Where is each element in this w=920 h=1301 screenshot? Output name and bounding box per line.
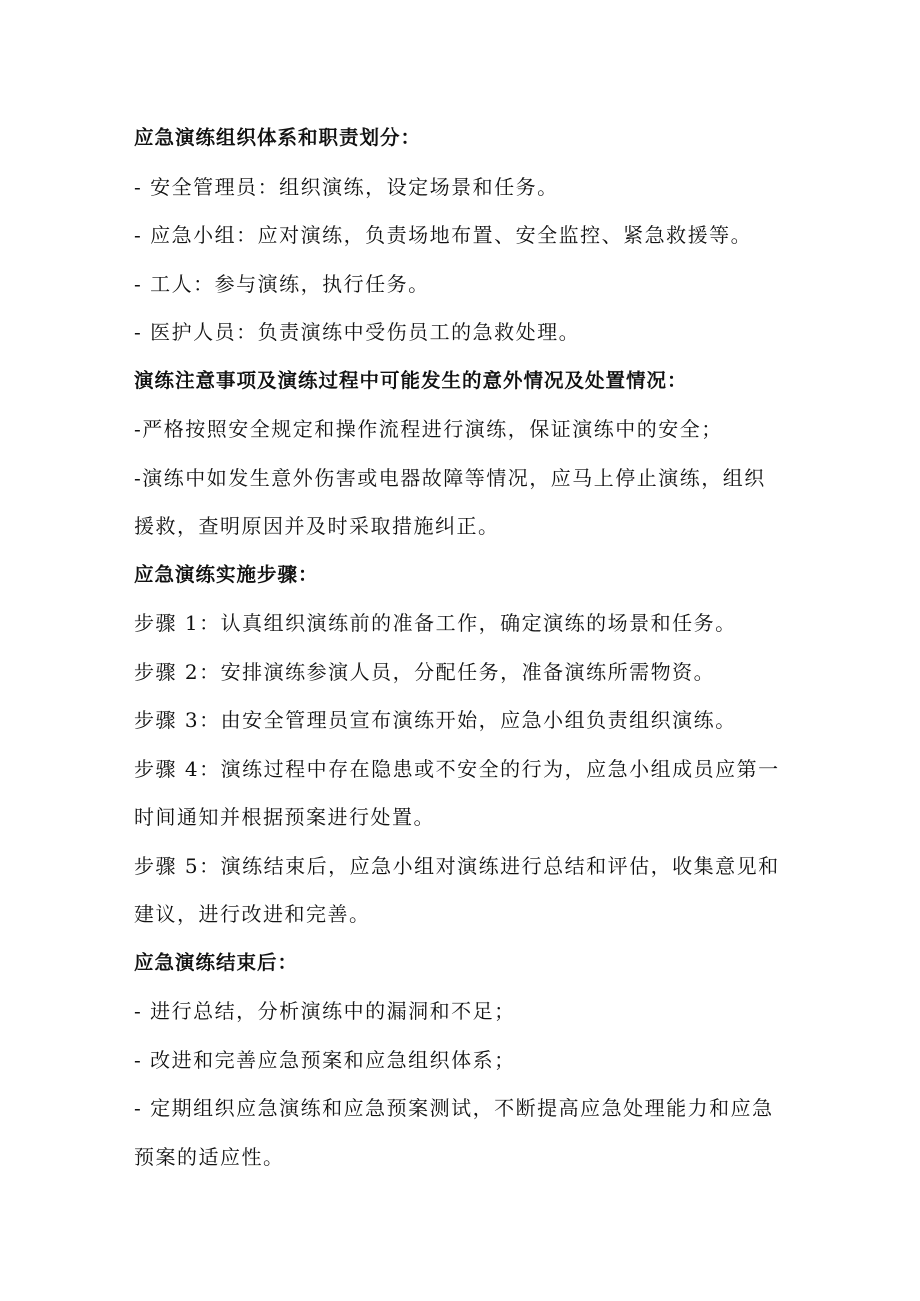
section-heading-after-drill: 应急演练结束后： [134,950,299,974]
list-item-continuation: 援救，查明原因并及时采取措施纠正。 [134,514,500,538]
step-item: 步骤 3：由安全管理员宣布演练开始，应急小组负责组织演练。 [134,708,737,732]
list-item: - 工人：参与演练，执行任务。 [134,271,430,296]
list-item: - 改进和完善应急预案和应急组织体系； [134,1047,516,1072]
step-item: 步骤 2：安排演练参演人员，分配任务，准备演练所需物资。 [134,659,716,684]
list-item: -演练中如发生意外伤害或电器故障等情况，应马上停止演练，组织 [134,465,766,490]
list-item: -严格按照安全规定和操作流程进行演练，保证演练中的安全； [134,417,723,441]
step-item: 步骤 5：演练结束后，应急小组对演练进行总结和评估，收集意见和 [134,853,780,878]
list-item: - 安全管理员：组织演练，设定场景和任务。 [134,174,559,199]
step-item: 步骤 1：认真组织演练前的准备工作，确定演练的场景和任务。 [134,611,737,635]
list-item-continuation: 预案的适应性。 [134,1144,285,1169]
step-item: 步骤 4：演练过程中存在隐患或不安全的行为，应急小组成员应第一 [134,756,780,781]
list-item: - 定期组织应急演练和应急预案测试，不断提高应急处理能力和应急 [134,1096,774,1120]
step-item-continuation: 时间通知并根据预案进行处置。 [134,805,435,829]
list-item: - 医护人员：负责演练中受伤员工的急救处理。 [134,320,581,344]
section-heading-organization: 应急演练组织体系和职责划分： [134,126,422,149]
step-item-continuation: 建议，进行改进和完善。 [134,902,371,926]
section-heading-precautions: 演练注意事项及演练过程中可能发生的意外情况及处置情况： [134,368,688,392]
list-item: - 进行总结，分析演练中的漏洞和不足； [134,999,516,1023]
list-item: - 应急小组：应对演练，负责场地布置、安全监控、紧急救援等。 [134,223,753,247]
section-heading-steps: 应急演练实施步骤： [134,562,319,586]
document-body [134,114,794,1181]
